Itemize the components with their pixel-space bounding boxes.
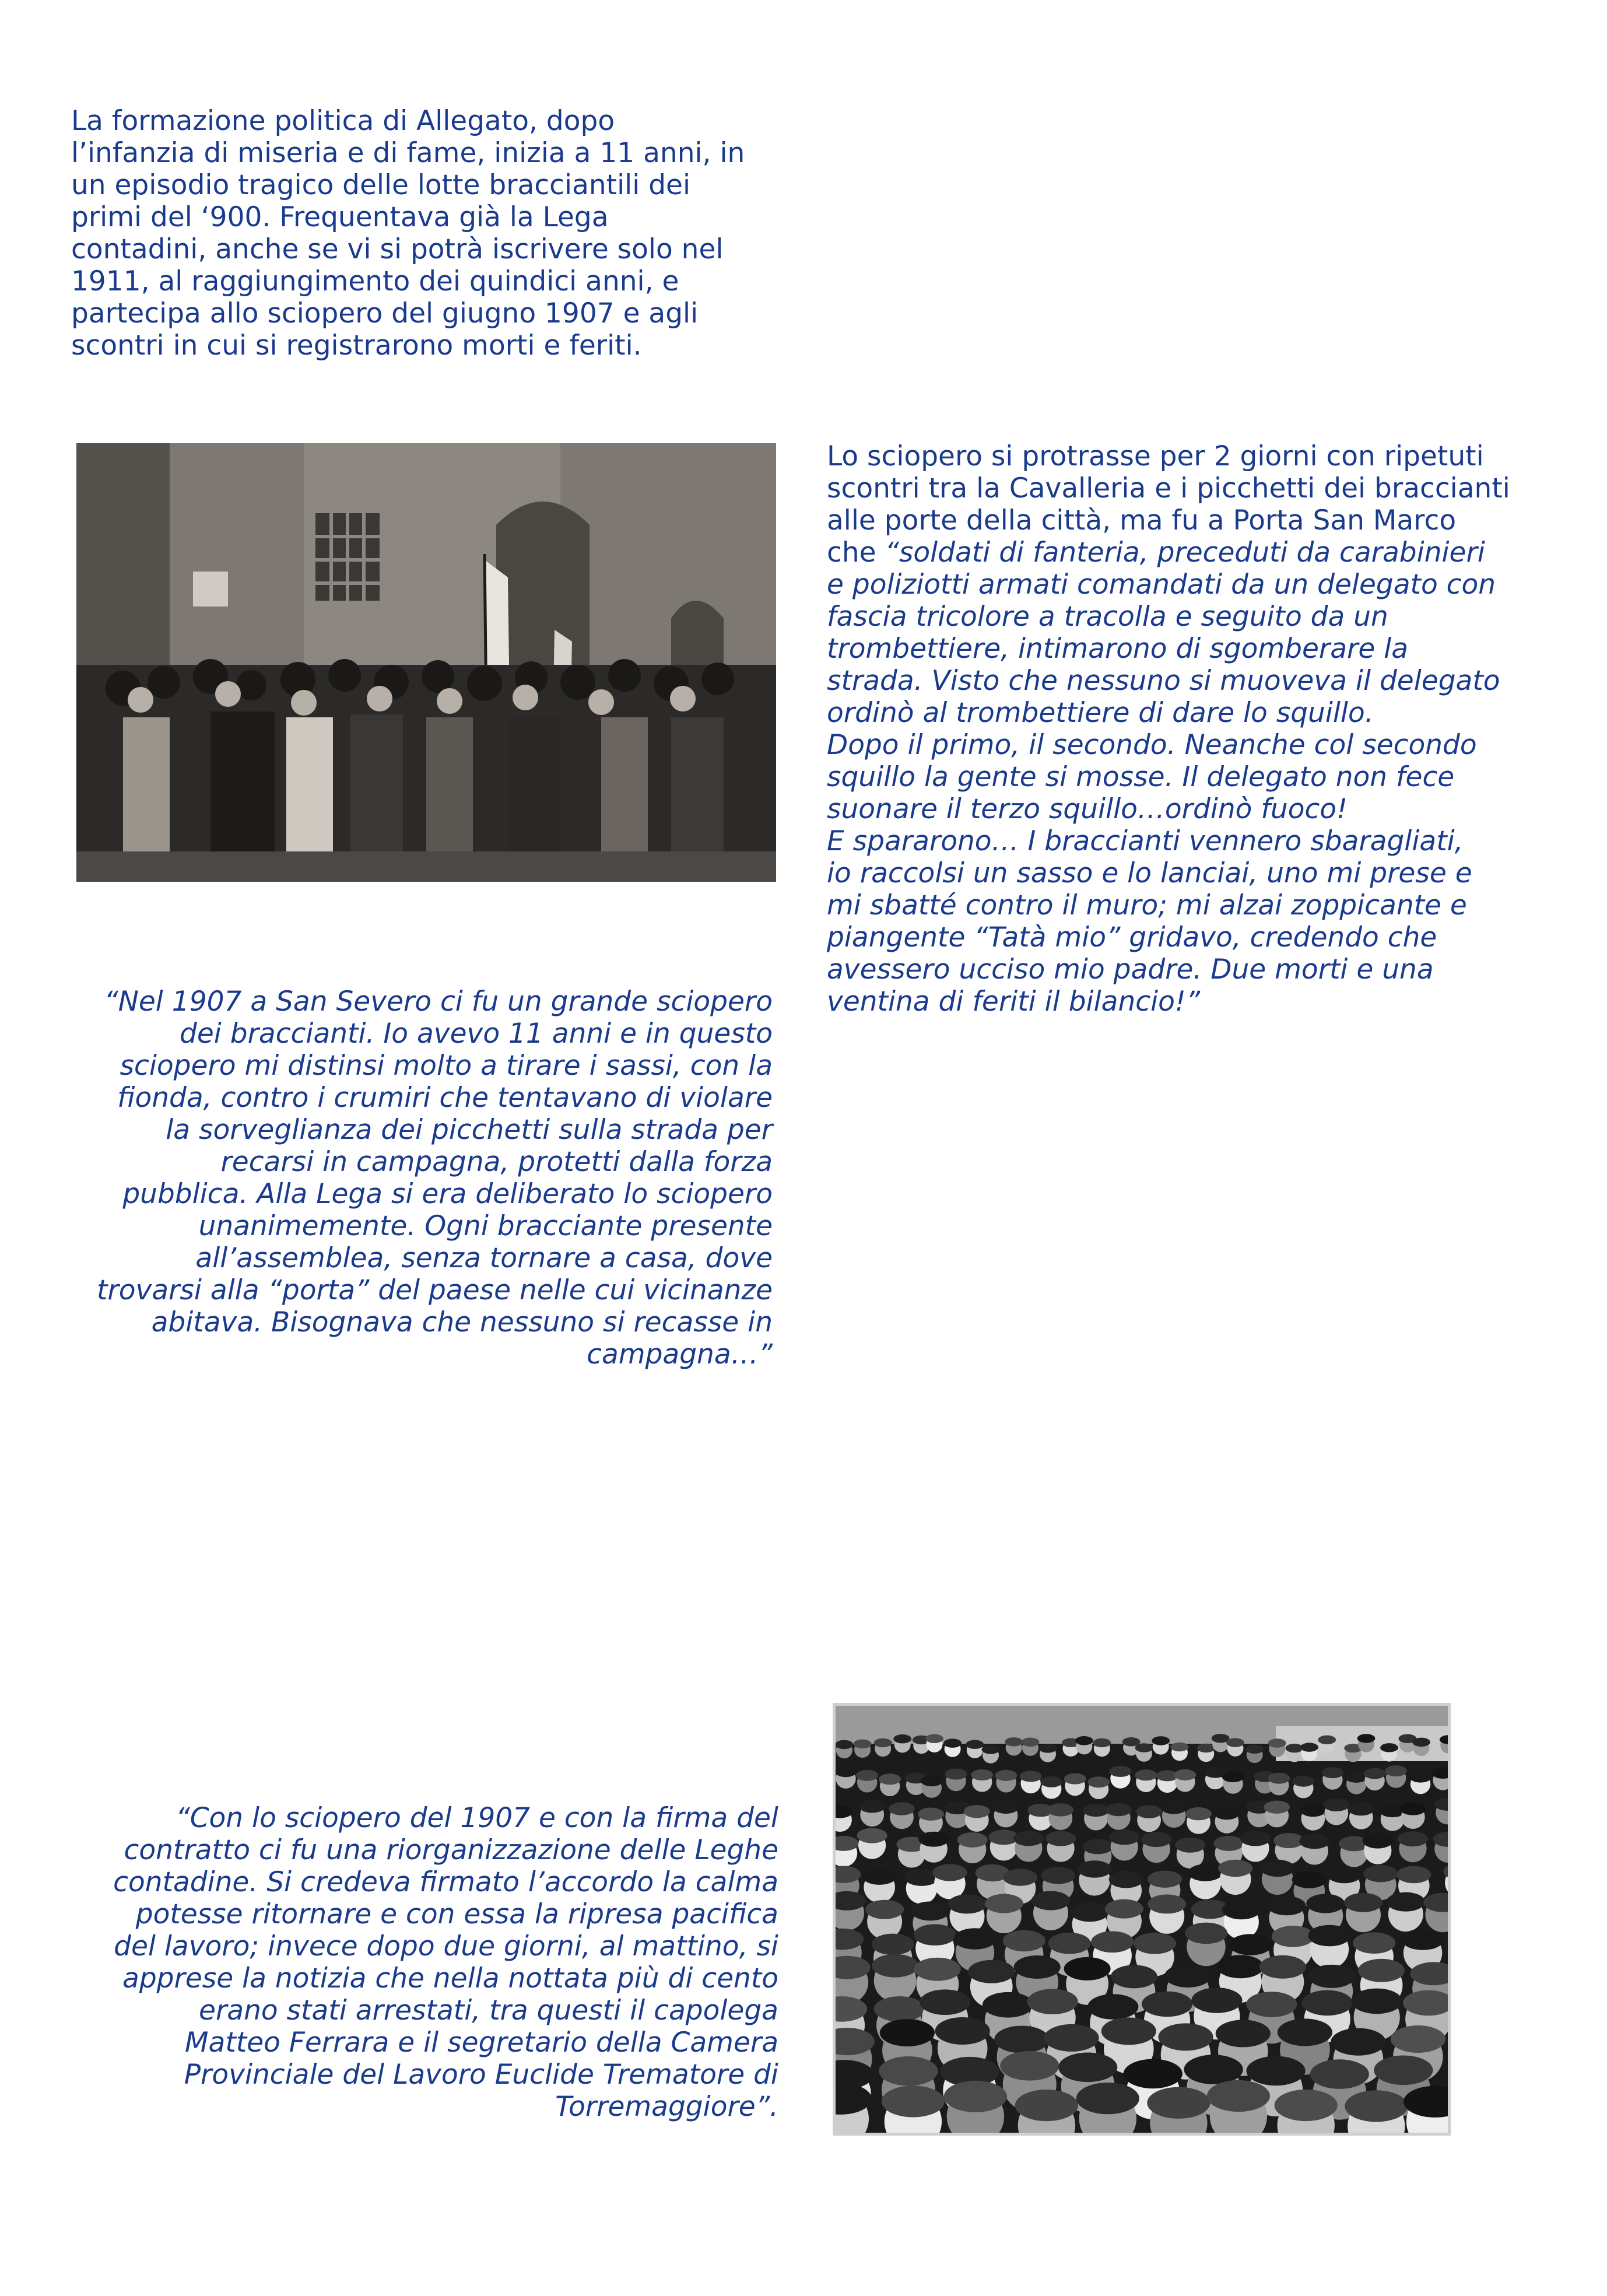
crowd-cap [865, 1900, 904, 1919]
crowd-cap [1075, 1736, 1093, 1745]
crowd-cap [1078, 1860, 1112, 1877]
strike-group-photo-drawing [76, 443, 776, 882]
crowd-cap [1003, 1869, 1037, 1885]
crowd-cap [1101, 2017, 1156, 2045]
narrative-line: scontri tra la Cavalleria e i picchetti dei braccianti [827, 472, 1510, 504]
crowd-cap [1398, 1831, 1428, 1846]
crowd-cap [1171, 1743, 1189, 1751]
crowd-cap [1300, 1804, 1327, 1817]
crowd-cap [1352, 1989, 1402, 2014]
crowd-cap [957, 1832, 988, 1848]
quote-line: apprese la notizia che nella nottata più di cento [122, 1962, 778, 1994]
quote-line: campagna…” [587, 1338, 773, 1370]
crowd-cap [911, 1901, 949, 1920]
crowd-cap [1191, 1987, 1242, 2013]
crowd-cap [971, 1769, 993, 1780]
crowd-cap [1380, 1743, 1398, 1752]
intro-paragraph [71, 105, 745, 362]
crowd-cap [1299, 1834, 1329, 1849]
crowd-cap [1409, 1772, 1431, 1783]
crowd-cap [1275, 2090, 1338, 2121]
crowd-cap [835, 1740, 853, 1749]
quote-line: dei braccianti. Io avevo 11 anni e in questo [180, 1018, 773, 1050]
quote-line: unanimemente. Ogni bracciante presente [198, 1210, 773, 1242]
quote-line: erano stati arrestati, tra questi il capolega [199, 1994, 778, 2027]
crowd-cap [1300, 1743, 1318, 1751]
crowd-cap [1213, 1836, 1244, 1851]
crowd-cap [1310, 2059, 1369, 2089]
crowd-cap [1218, 1860, 1252, 1877]
crowd-cap [1031, 1891, 1070, 1911]
crowd-cap [1268, 1738, 1286, 1747]
crowd-cap [1135, 1743, 1153, 1752]
crowd-cap [1197, 1744, 1215, 1752]
crowd-photo-drawing [833, 1703, 1451, 2136]
narrative-line: mi sbatté contro il muro; mi alzai zoppicante e [827, 889, 1467, 921]
crowd-cap [1240, 1831, 1271, 1846]
crowd-cap [1087, 1776, 1110, 1787]
crowd-cap [968, 1960, 1015, 1983]
crowd-cap [1278, 2018, 1332, 2046]
crowd-cap [920, 1989, 970, 2015]
crowd-cap [1207, 2080, 1270, 2112]
quote-line: trovarsi alla “porta” del paese nelle cui vicinanze [96, 1274, 773, 1306]
crowd-cap [954, 1928, 997, 1950]
crowd-cap [1111, 1965, 1157, 1988]
narrative-line: trombettiere, intimarono di sgomberare la [827, 633, 1409, 665]
crowd-cap [1134, 1933, 1176, 1954]
crowd-cap [918, 1808, 944, 1821]
crowd-cap [1358, 1959, 1405, 1982]
crowd-cap [893, 1734, 911, 1743]
crowd-cap [1327, 1866, 1362, 1883]
crowd-cap [1058, 2053, 1117, 2083]
crowd-cap [1222, 1771, 1244, 1782]
intro-line: un episodio tragico delle lotte bracciantili dei [71, 169, 691, 201]
crowd-cap [1093, 1738, 1111, 1747]
crowd-cap [1292, 1871, 1327, 1888]
crowd-cap [1397, 1866, 1431, 1883]
crowd-cap [882, 2085, 945, 2117]
quote-line: fionda, contro i crumiri che tentavano di violare [117, 1082, 773, 1114]
quote-line: sciopero mi distinsi molto a tirare i sassi, con la [120, 1050, 773, 1082]
crowd-cap [1184, 2055, 1243, 2084]
quote-line: contratto ci fu una riorganizzazione delle Leghe [124, 1834, 778, 1866]
crowd-cap [1161, 1801, 1187, 1814]
crowd-cap [879, 1773, 901, 1785]
crowd-cap [993, 1801, 1019, 1814]
crowd-cap [1048, 1803, 1074, 1816]
crowd-cap [1188, 1864, 1223, 1881]
crowd-cap [1302, 1990, 1353, 2016]
crowd-cap [1048, 1933, 1091, 1954]
crowd-cap [1374, 2056, 1433, 2085]
narrative-line: e poliziotti armati comandati da un delegato con [827, 569, 1496, 601]
narrative-line: piangente “Tatà mio” gridavo, credendo che [827, 921, 1437, 954]
crowd-cap [1020, 1771, 1042, 1782]
quote-line: abitava. Bisognava che nessuno si recasse in [151, 1306, 773, 1338]
crowd-cap [872, 1934, 914, 1955]
crowd-cap [935, 2017, 990, 2045]
crowd-cap [1013, 1831, 1044, 1846]
crowd-cap [944, 2081, 1007, 2112]
crowd-cap [1071, 1902, 1109, 1922]
narrative-line: io raccolsi un sasso e lo lanciai, uno mi prese e [827, 857, 1472, 889]
crowd-cap [1216, 2020, 1271, 2047]
crowd-cap [1222, 1900, 1261, 1919]
crowd-cap [880, 2019, 935, 2046]
crowd-cap [1400, 1802, 1426, 1815]
narrative-line: fascia tricolore a tracolla e seguito da un [827, 601, 1388, 633]
crowd-cap [1402, 1929, 1444, 1950]
crowd-cap [994, 2026, 1049, 2053]
crowd-cap [1148, 1894, 1186, 1913]
crowd-cap [1391, 2025, 1445, 2053]
crowd-cap [1353, 1932, 1395, 1954]
quote-line: Torremaggiore”. [555, 2091, 778, 2123]
crowd-cap [1185, 1807, 1212, 1820]
quote-line: recarsi in campagna, protetti dalla forza [220, 1146, 773, 1178]
crowd-cap [1106, 1803, 1132, 1816]
crowd-cap [1014, 1955, 1061, 1979]
crowd-cap [1041, 1867, 1075, 1884]
crowd-cap [1044, 2024, 1099, 2052]
crowd-cap [966, 1740, 984, 1749]
crowd-cap [1136, 1805, 1162, 1818]
crowd-cap [1247, 2056, 1306, 2086]
intro-line: 1911, al raggiungimento dei quindici anni, e [71, 265, 679, 297]
crowd-cap [889, 1802, 915, 1815]
crowd-cap [835, 1766, 857, 1777]
crowd-cap [1027, 1989, 1078, 2014]
crowd-cap [1174, 1769, 1197, 1780]
crowd-cap [1164, 1964, 1211, 1987]
crowd-cap [985, 1894, 1023, 1913]
crowd-cap [1039, 1744, 1057, 1752]
crowd-cap [1000, 2051, 1059, 2081]
crowd-cap [1083, 1804, 1109, 1817]
crowd-cap [1318, 1736, 1336, 1744]
crowd-cap [1357, 1734, 1376, 1743]
crowd-cap [1387, 1892, 1425, 1912]
quote-line: Provinciale del Lavoro Euclide Trematore di [184, 2059, 778, 2091]
crowd-cap [857, 1828, 887, 1843]
crowd-cap [1091, 1932, 1134, 1953]
crowd-cap [1141, 1832, 1171, 1847]
narrative-line: strada. Visto che nessuno si muoveva il delegato [827, 665, 1500, 697]
crowd-cap [925, 1734, 943, 1743]
crowd-cap [856, 1770, 878, 1781]
crowd-cap [862, 1868, 897, 1885]
intro-line: La formazione politica di Allegato, dopo [71, 105, 615, 137]
narrative-line: avessero ucciso mio padre. Due morti e una [827, 954, 1434, 986]
crowd-cap [1246, 1992, 1297, 2017]
quote-line: Matteo Ferrara e il segretario della Camera [184, 2027, 778, 2059]
crowd-cap [1105, 1899, 1143, 1919]
crowd-cap [1064, 1773, 1086, 1785]
crowd-cap [1260, 1860, 1294, 1877]
crowd-cap [879, 2056, 938, 2086]
crowd-cap [859, 1800, 885, 1813]
quote-1907-strike [64, 986, 773, 1370]
crowd-cap [854, 1740, 872, 1748]
crowd-cap [872, 1954, 918, 1978]
quote-line: contadine. Si credeva firmato l’accordo la calma [113, 1866, 778, 1898]
crowd-cap [1217, 1955, 1264, 1978]
crowd-cap [964, 1805, 990, 1818]
crowd-photo [833, 1703, 1451, 2136]
strike-narrative [827, 440, 1510, 1018]
crowd-cap [914, 1958, 961, 1981]
crowd-cap [1147, 2087, 1210, 2119]
crowd-cap [995, 1770, 1017, 1781]
crowd-cap [1267, 1896, 1306, 1915]
crowd-cap [1076, 2083, 1139, 2114]
crowd-cap [921, 1775, 943, 1786]
crowd-cap [1185, 1923, 1227, 1944]
crowd-cap [874, 1738, 892, 1747]
quote-leghe-reorganization [64, 1802, 778, 2123]
crowd-cap [1385, 1765, 1407, 1776]
crowd-cap [1308, 1965, 1355, 1988]
crowd-cap [914, 1924, 956, 1946]
crowd-cap [874, 1996, 925, 2022]
crowd-cap [1259, 1955, 1306, 1979]
crowd-cap [1363, 1865, 1398, 1882]
crowd-cap [932, 1864, 967, 1881]
crowd-cap [918, 1832, 949, 1847]
crowd-cap [1045, 1831, 1076, 1846]
narrative-line: alle porte della città, ma fu a Porta San Marco [827, 504, 1457, 537]
narrative-line-mixed [827, 537, 1510, 569]
crowd-cap [948, 1894, 987, 1913]
intro-line: contadini, anche se vi si potrà iscrivere solo nel [71, 233, 724, 265]
narrative-line: ordinò al trombettiere di dare lo squillo. [827, 697, 1374, 729]
quote-line: all’assemblea, senza tornare a casa, dove [195, 1242, 773, 1274]
crowd-cap [982, 1745, 1000, 1754]
quote-line: del lavoro; invece dopo due giorni, al mattino, si [114, 1930, 778, 1962]
crowd-cap [1022, 1738, 1040, 1747]
intro-line: scontri in cui si registrarono morti e feriti. [71, 329, 642, 362]
crowd-cap [1272, 1926, 1314, 1947]
narrative-line: ventina di feriti il bilancio!” [827, 986, 1201, 1018]
narrative-word: che [827, 537, 876, 569]
crowd-cap [1344, 1893, 1383, 1912]
crowd-cap [1214, 1807, 1240, 1820]
crowd-cap [1226, 1738, 1244, 1747]
narrative-line: E spararono… I braccianti vennero sbaragliati, [827, 825, 1464, 857]
crowd-cap [1135, 1769, 1157, 1780]
crowd-cap [1306, 1894, 1345, 1913]
crowd-cap [1229, 1934, 1272, 1955]
quote-line: la sorveglianza dei picchetti sulla strada per [166, 1114, 773, 1146]
intro-line: partecipa allo sciopero del giugno 1907 e agli [71, 297, 699, 329]
crowd-cap [1175, 1838, 1205, 1853]
strike-group-photo [76, 443, 776, 882]
crowd-cap [1308, 1925, 1350, 1947]
crowd-cap [1142, 1992, 1192, 2017]
quote-line: “Nel 1907 a San Severo ci fu un grande sciopero [104, 986, 773, 1018]
crowd-cap [943, 1738, 962, 1747]
crowd-cap [1292, 1776, 1314, 1787]
crowd-cap [1348, 1803, 1374, 1815]
crowd-cap [1412, 1738, 1430, 1747]
narrative-line: squillo la gente si mosse. Il delegato non fece [827, 761, 1455, 793]
crowd-cap [1323, 1799, 1349, 1811]
quote-line: “Con lo sciopero del 1907 e con la firma del [176, 1802, 778, 1834]
narrative-line: suonare il terzo squillo…ordinò fuoco! [827, 793, 1348, 825]
crowd-cap [1322, 1767, 1344, 1778]
crowd-cap [1268, 1773, 1290, 1784]
crowd-cap [1148, 1871, 1182, 1888]
crowd-cap [1040, 1776, 1062, 1787]
crowd-cap [1087, 1994, 1138, 2020]
quote-line: pubblica. Alla Lega si era deliberato lo sciopero [122, 1178, 773, 1210]
crowd-cap [1109, 1871, 1143, 1888]
crowd-cap [945, 1769, 967, 1780]
crowd-cap [1345, 2090, 1408, 2122]
crowd-cap [1003, 1930, 1045, 1952]
crowd-cap [983, 1992, 1033, 2018]
crowd-cap [1110, 1766, 1132, 1777]
crowd-cap [1245, 1745, 1264, 1754]
crowd-cap [1064, 1957, 1111, 1980]
crowd-cap [1273, 1833, 1304, 1848]
crowd-cap [1015, 2090, 1078, 2121]
crowd-cap [1363, 1834, 1393, 1849]
crowd-cap [1124, 2059, 1183, 2089]
crowd-cap [1083, 1839, 1113, 1854]
quote-line: potesse ritornare e con essa la ripresa pacifica [135, 1898, 778, 1930]
intro-line: primi del ‘900. Frequentava già la Lega [71, 201, 609, 233]
intro-line: l’infanzia di miseria e di fame, inizia a 11 anni, in [71, 137, 745, 169]
crowd-cap [1264, 1801, 1290, 1814]
crowd-cap [1331, 2028, 1385, 2056]
crowd-cap [1005, 1737, 1023, 1746]
crowd-cap [1109, 1829, 1139, 1845]
crowd-cap [1152, 1736, 1170, 1745]
narrative-line: Dopo il primo, il secondo. Neanche col secondo [827, 729, 1477, 761]
crowd-cap [1364, 1768, 1386, 1779]
narrative-line: Lo sciopero si protrasse per 2 giorni con ripetuti [827, 440, 1484, 472]
crowd-cap [1158, 2023, 1213, 2050]
narrative-quote-start: “soldati di fanteria, preceduti da carabinieri [885, 537, 1485, 569]
